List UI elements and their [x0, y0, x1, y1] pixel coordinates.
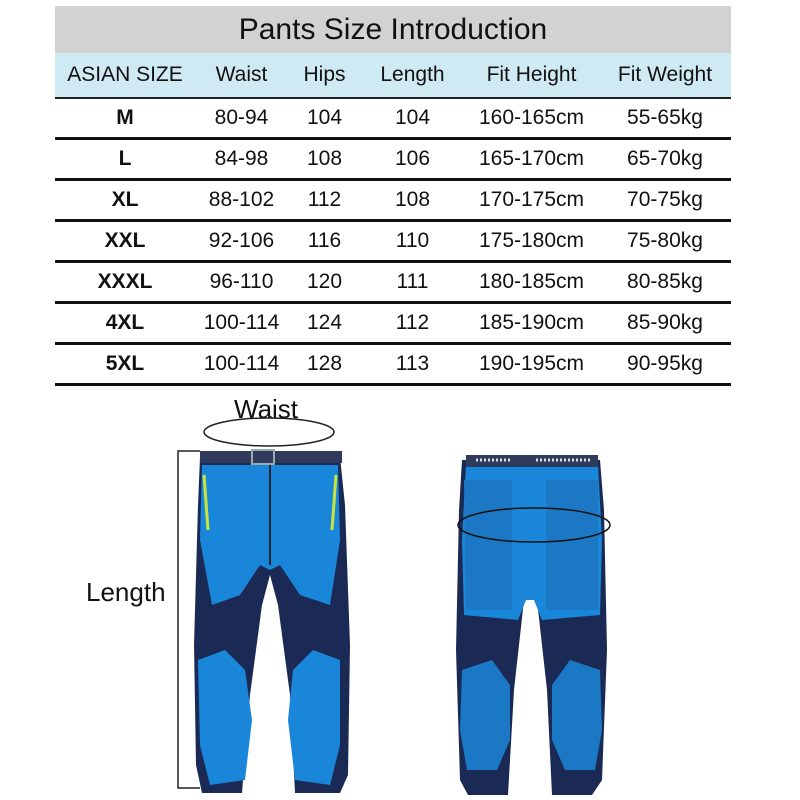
length-cell: 108 [394, 188, 431, 211]
length-cell: 106 [394, 147, 431, 170]
fit-weight-cell: 70-75kg [627, 188, 703, 211]
table-row [55, 222, 731, 263]
waist-cell: 88-102 [208, 188, 275, 211]
length-cell: 110 [395, 229, 430, 252]
waist-cell: 80-94 [214, 106, 269, 129]
hips-cell: 104 [306, 106, 343, 129]
size-cell: XXL [104, 229, 146, 252]
table-header-row [55, 53, 731, 99]
fit-height-cell: 170-175cm [478, 188, 585, 211]
waist-cell: 92-106 [208, 229, 275, 252]
hips-cell: 116 [307, 229, 342, 252]
fit-weight-cell: 85-90kg [627, 311, 703, 334]
hips-cell: 108 [306, 147, 343, 170]
table-row [55, 304, 731, 345]
fit-weight-cell: 80-85kg [627, 270, 703, 293]
length-cell: 112 [395, 311, 430, 334]
waist-label: Waist [234, 394, 299, 424]
waist-cell: 96-110 [209, 270, 274, 293]
fit-height-cell: 165-170cm [478, 147, 585, 170]
fit-height-cell: 175-180cm [478, 229, 585, 252]
length-cell: 113 [395, 352, 430, 375]
size-cell: 4XL [105, 311, 145, 334]
fit-height-cell: 185-190cm [478, 311, 585, 334]
fit-weight-cell: 90-95kg [627, 352, 703, 375]
table-title: Pants Size Introduction [55, 6, 731, 53]
fit-weight-cell: 55-65kg [627, 106, 703, 129]
size-cell: XXXL [97, 270, 153, 293]
header-asian-size: ASIAN SIZE [67, 63, 183, 86]
hips-cell: 120 [306, 270, 343, 293]
fit-weight-cell: 65-70kg [627, 147, 703, 170]
hip-measure-ellipse [455, 503, 615, 553]
size-cell: M [116, 106, 134, 129]
header-waist: Waist [215, 63, 268, 86]
length-cell: 104 [394, 106, 431, 129]
length-label: Length [86, 577, 166, 607]
size-cell: XL [111, 188, 139, 211]
pants-front-illustration [190, 445, 360, 795]
fit-height-cell: 180-185cm [478, 270, 585, 293]
hips-cell: 128 [306, 352, 343, 375]
waist-cell: 84-98 [214, 147, 269, 170]
table-row [55, 181, 731, 222]
header-length: Length [380, 63, 445, 86]
size-cell: 5XL [105, 352, 145, 375]
table-row [55, 345, 731, 386]
table-row [55, 99, 731, 140]
length-cell: 111 [396, 270, 429, 293]
hips-cell: 112 [307, 188, 342, 211]
table-row [55, 263, 731, 304]
size-table [55, 6, 731, 386]
fit-height-cell: 190-195cm [478, 352, 585, 375]
header-fit-height: Fit Height [486, 63, 577, 86]
hips-cell: 124 [306, 311, 343, 334]
table-row [55, 140, 731, 181]
waist-cell: 100-114 [203, 352, 280, 375]
fit-height-cell: 160-165cm [478, 106, 585, 129]
header-fit-weight: Fit Weight [617, 63, 713, 86]
size-cell: L [118, 147, 132, 170]
header-hips: Hips [303, 63, 346, 86]
fit-weight-cell: 75-80kg [627, 229, 703, 252]
waist-cell: 100-114 [203, 311, 280, 334]
